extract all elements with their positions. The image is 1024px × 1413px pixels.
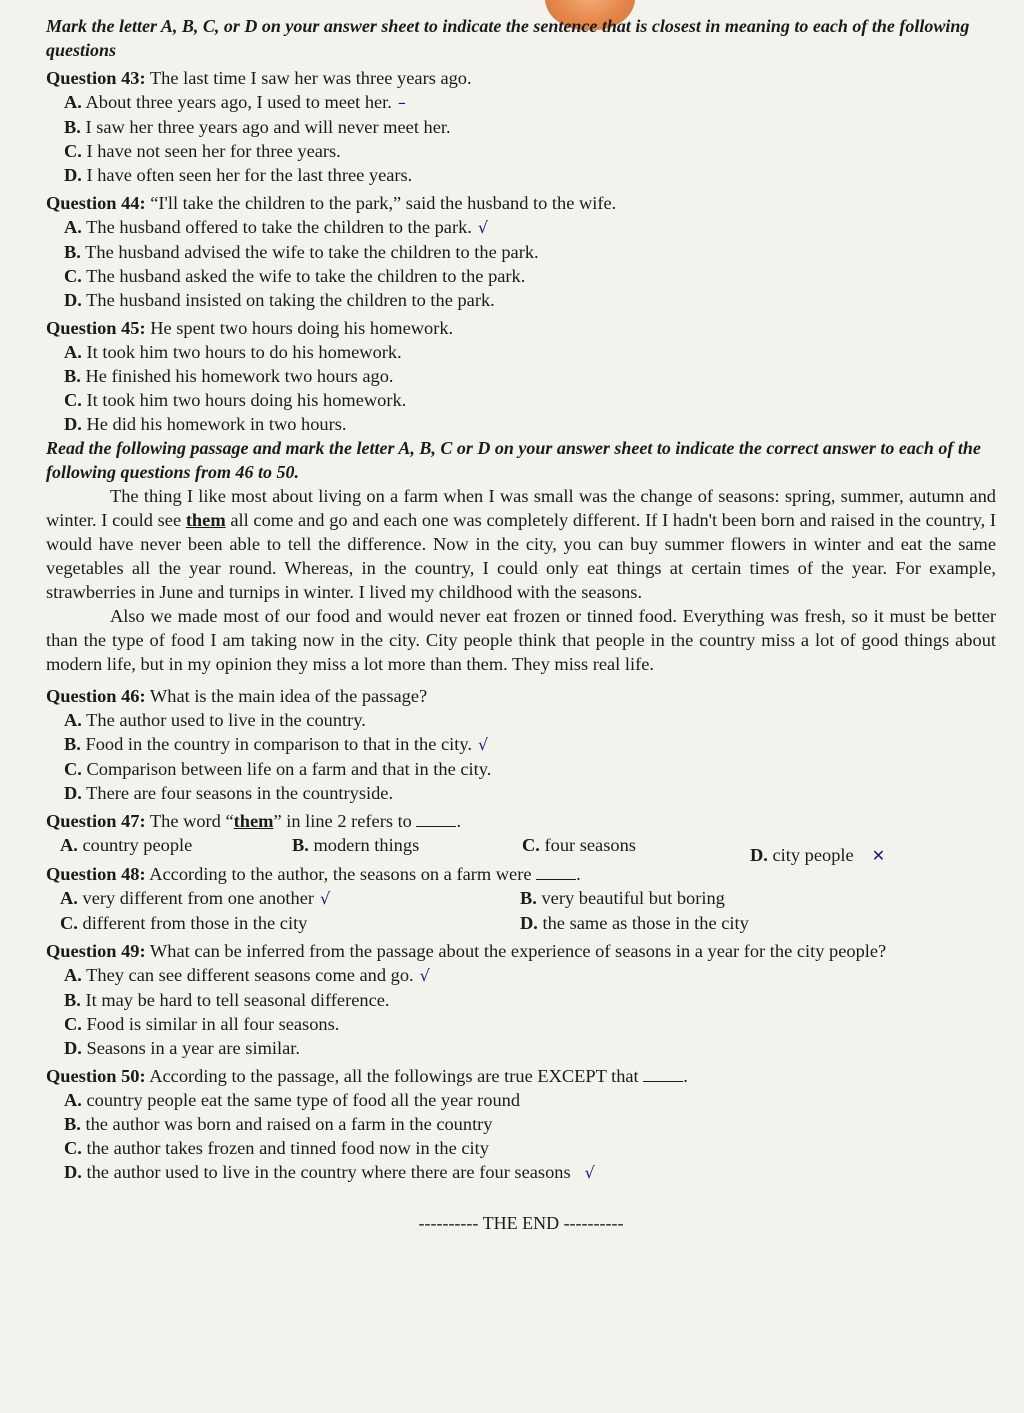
option-letter: A. bbox=[64, 342, 82, 362]
question-47: Question 47: The word “them” in line 2 refers to . bbox=[46, 811, 462, 831]
q45-option-a[interactable] bbox=[46, 340, 996, 364]
check-mark-icon: √ bbox=[477, 735, 489, 754]
q45-option-c[interactable] bbox=[46, 388, 996, 412]
option-letter: A. bbox=[64, 710, 82, 730]
answer-blank bbox=[416, 826, 456, 827]
option-letter: B. bbox=[64, 117, 81, 137]
question-50-number: Question 50: bbox=[46, 1066, 146, 1086]
option-letter: C. bbox=[64, 141, 82, 161]
q48-option-c[interactable] bbox=[60, 911, 520, 935]
option-text: very beautiful but boring bbox=[541, 888, 725, 908]
question-45-text: He spent two hours doing his homework. bbox=[150, 318, 454, 338]
option-letter: C. bbox=[64, 1138, 82, 1158]
question-45-number: Question 45: bbox=[46, 318, 146, 338]
q45-option-d[interactable] bbox=[46, 412, 996, 436]
question-46 bbox=[46, 684, 996, 708]
option-text: The husband offered to take the children to the park. bbox=[86, 217, 472, 237]
option-letter: D. bbox=[64, 783, 82, 803]
question-43-text: The last time I saw her was three years ago. bbox=[149, 68, 472, 88]
option-letter: A. bbox=[64, 92, 82, 112]
cross-mark-icon: ✕ bbox=[871, 846, 886, 865]
q48-option-d[interactable] bbox=[520, 911, 960, 935]
q50-option-c[interactable] bbox=[46, 1136, 996, 1160]
option-text: Food is similar in all four seasons. bbox=[86, 1014, 340, 1034]
option-letter: C. bbox=[522, 835, 540, 855]
document-body bbox=[46, 14, 996, 1235]
question-44-number: Question 44: bbox=[46, 193, 146, 213]
q43-option-a[interactable] bbox=[46, 90, 996, 115]
passage-p1-start: The thing I like most about living on a farm when I was small was the change of seasons: spring, summer, autumn and winter. I could see bbox=[46, 486, 996, 530]
check-mark-icon: √ bbox=[584, 1163, 595, 1182]
option-letter: C. bbox=[64, 1014, 82, 1034]
option-letter: C. bbox=[64, 266, 82, 286]
q50-option-a[interactable] bbox=[46, 1088, 996, 1112]
q47-options bbox=[46, 833, 996, 865]
q43-option-c[interactable] bbox=[46, 139, 996, 163]
q44-option-d[interactable] bbox=[46, 288, 996, 312]
option-letter: C. bbox=[64, 759, 82, 779]
passage-paragraph-1 bbox=[46, 484, 996, 604]
option-text: I have often seen her for the last three years. bbox=[86, 165, 413, 185]
q47-option-b[interactable] bbox=[292, 833, 522, 858]
q48-option-a[interactable] bbox=[60, 886, 520, 911]
question-48-text: According to the author, the seasons on a farm were bbox=[149, 864, 532, 884]
option-letter: A. bbox=[64, 1090, 82, 1110]
option-letter: D. bbox=[520, 913, 538, 933]
option-text: country people eat the same type of food all the year round bbox=[86, 1090, 521, 1110]
q46-option-d[interactable] bbox=[46, 781, 996, 805]
q45-option-b[interactable] bbox=[46, 364, 996, 388]
question-50: Question 50: According to the passage, all the followings are true EXCEPT that . bbox=[46, 1066, 688, 1086]
question-49-text: What can be inferred from the passage about the experience of seasons in a year for the city people? bbox=[149, 941, 887, 961]
pen-dash-mark: – bbox=[397, 93, 406, 112]
q46-option-b[interactable] bbox=[46, 732, 996, 757]
option-text: very different from one another bbox=[82, 888, 314, 908]
q50-option-b[interactable] bbox=[46, 1112, 996, 1136]
answer-blank bbox=[536, 879, 576, 880]
question-46-text: What is the main idea of the passage? bbox=[149, 686, 428, 706]
option-letter: B. bbox=[64, 242, 81, 262]
option-text: the author was born and raised on a farm in the country bbox=[85, 1114, 493, 1134]
option-text: country people bbox=[82, 835, 193, 855]
option-text: He did his homework in two hours. bbox=[86, 414, 347, 434]
option-letter: D. bbox=[64, 414, 82, 434]
q49-option-c[interactable] bbox=[46, 1012, 996, 1036]
option-text: It took him two hours to do his homework. bbox=[86, 342, 402, 362]
option-letter: A. bbox=[64, 965, 82, 985]
q43-option-d[interactable] bbox=[46, 163, 996, 187]
question-44 bbox=[46, 191, 996, 215]
option-text: The author used to live in the country. bbox=[86, 710, 366, 730]
option-text: It may be hard to tell seasonal difference. bbox=[85, 990, 390, 1010]
question-48-number: Question 48: bbox=[46, 864, 146, 884]
option-letter: D. bbox=[64, 1038, 82, 1058]
option-letter: D. bbox=[64, 165, 82, 185]
passage-p1-end: all come and go and each one was completely different. If I hadn't been born and raised in the country, I would have never been able to tell the difference. Now in the city, you can buy summer flowers in winter and eat the same vegetables all the year round. Whereas, in the country, I could only eat things at certain times of the year. For example, strawberries in June and turnips in winter. I lived my childhood with the seasons. bbox=[46, 510, 996, 602]
q47-option-a[interactable] bbox=[60, 833, 292, 858]
check-mark-icon: √ bbox=[320, 889, 331, 908]
option-text: I saw her three years ago and will never meet her. bbox=[85, 117, 451, 137]
option-text: The husband insisted on taking the children to the park. bbox=[86, 290, 495, 310]
q48-options bbox=[46, 886, 996, 935]
question-44-text: “I'll take the children to the park,” said the husband to the wife. bbox=[150, 193, 617, 213]
instruction-sentence-transformation: Mark the letter A, B, C, or D on your answer sheet to indicate the sentence that is closest in meaning to each of the following questions bbox=[46, 16, 970, 60]
q44-option-b[interactable] bbox=[46, 240, 996, 264]
option-text: modern things bbox=[313, 835, 420, 855]
option-text: Comparison between life on a farm and that in the city. bbox=[86, 759, 492, 779]
q43-option-b[interactable] bbox=[46, 115, 996, 139]
option-text: He finished his homework two hours ago. bbox=[85, 366, 394, 386]
question-43-number: Question 43: bbox=[46, 68, 146, 88]
option-text: different from those in the city bbox=[82, 913, 308, 933]
option-letter: B. bbox=[292, 835, 309, 855]
q46-option-c[interactable] bbox=[46, 757, 996, 781]
instruction-reading-passage: Read the following passage and mark the letter A, B, C or D on your answer sheet to indicate the correct answer to each of the following questions from 46 to 50. bbox=[46, 438, 981, 482]
q48-option-b[interactable] bbox=[520, 886, 960, 911]
question-49 bbox=[46, 939, 996, 963]
option-text: four seasons bbox=[544, 835, 636, 855]
question-47-text-end: ” in line 2 refers to bbox=[273, 811, 412, 831]
option-text: The husband advised the wife to take the children to the park. bbox=[85, 242, 539, 262]
passage-paragraph-2: Also we made most of our food and would never eat frozen or tinned food. Everything was fresh, so it must be better than the type of food I am taking now in the city. City people think that people in the country miss a lot of good things about modern life, but in my opinion they miss a lot more than them. They miss real life. bbox=[46, 606, 996, 674]
underlined-word-them: them bbox=[233, 811, 274, 831]
question-43 bbox=[46, 66, 996, 90]
q44-option-a[interactable] bbox=[46, 215, 996, 240]
option-letter: D. bbox=[64, 1162, 82, 1182]
option-letter: B. bbox=[520, 888, 537, 908]
q47-option-c[interactable] bbox=[522, 833, 750, 858]
option-text: the author takes frozen and tinned food now in the city bbox=[86, 1138, 489, 1158]
option-text: the same as those in the city bbox=[542, 913, 749, 933]
option-text: It took him two hours doing his homework. bbox=[86, 390, 407, 410]
option-text: There are four seasons in the countryside. bbox=[86, 783, 394, 803]
question-45 bbox=[46, 316, 996, 340]
question-49-number: Question 49: bbox=[46, 941, 146, 961]
option-text: city people bbox=[772, 845, 854, 865]
question-47-text-start: The word “ bbox=[149, 811, 234, 831]
option-letter: A. bbox=[64, 217, 82, 237]
option-text: They can see different seasons come and go. bbox=[86, 965, 414, 985]
q49-option-d[interactable] bbox=[46, 1036, 996, 1060]
the-end-footer: ---------- THE END ---------- bbox=[418, 1213, 624, 1233]
q49-option-b[interactable] bbox=[46, 988, 996, 1012]
option-text: Seasons in a year are similar. bbox=[86, 1038, 300, 1058]
answer-blank bbox=[643, 1081, 683, 1082]
option-text: I have not seen her for three years. bbox=[86, 141, 341, 161]
option-text: Food in the country in comparison to that in the city. bbox=[85, 734, 472, 754]
option-letter: B. bbox=[64, 734, 81, 754]
question-47-number: Question 47: bbox=[46, 811, 146, 831]
option-letter: D. bbox=[750, 845, 768, 865]
question-50-text: According to the passage, all the followings are true EXCEPT that bbox=[149, 1066, 639, 1086]
check-mark-icon: √ bbox=[477, 218, 489, 237]
check-mark-icon: √ bbox=[419, 966, 430, 985]
option-letter: C. bbox=[60, 913, 78, 933]
question-48: Question 48: According to the author, the seasons on a farm were . bbox=[46, 864, 581, 884]
option-letter: C. bbox=[64, 390, 82, 410]
q47-option-d[interactable] bbox=[750, 843, 950, 868]
option-letter: D. bbox=[64, 290, 82, 310]
option-letter: A. bbox=[60, 835, 78, 855]
q46-option-a[interactable] bbox=[46, 708, 996, 732]
q50-option-d[interactable] bbox=[46, 1160, 996, 1185]
underlined-word-them: them bbox=[185, 510, 226, 530]
option-letter: B. bbox=[64, 366, 81, 386]
option-text: The husband asked the wife to take the children to the park. bbox=[86, 266, 526, 286]
option-letter: B. bbox=[64, 1114, 81, 1134]
option-text: the author used to live in the country where there are four seasons bbox=[86, 1162, 571, 1182]
question-46-number: Question 46: bbox=[46, 686, 146, 706]
option-letter: A. bbox=[60, 888, 78, 908]
q44-option-c[interactable] bbox=[46, 264, 996, 288]
q49-option-a[interactable] bbox=[46, 963, 996, 988]
option-letter: B. bbox=[64, 990, 81, 1010]
option-text: About three years ago, I used to meet her. bbox=[85, 92, 392, 112]
